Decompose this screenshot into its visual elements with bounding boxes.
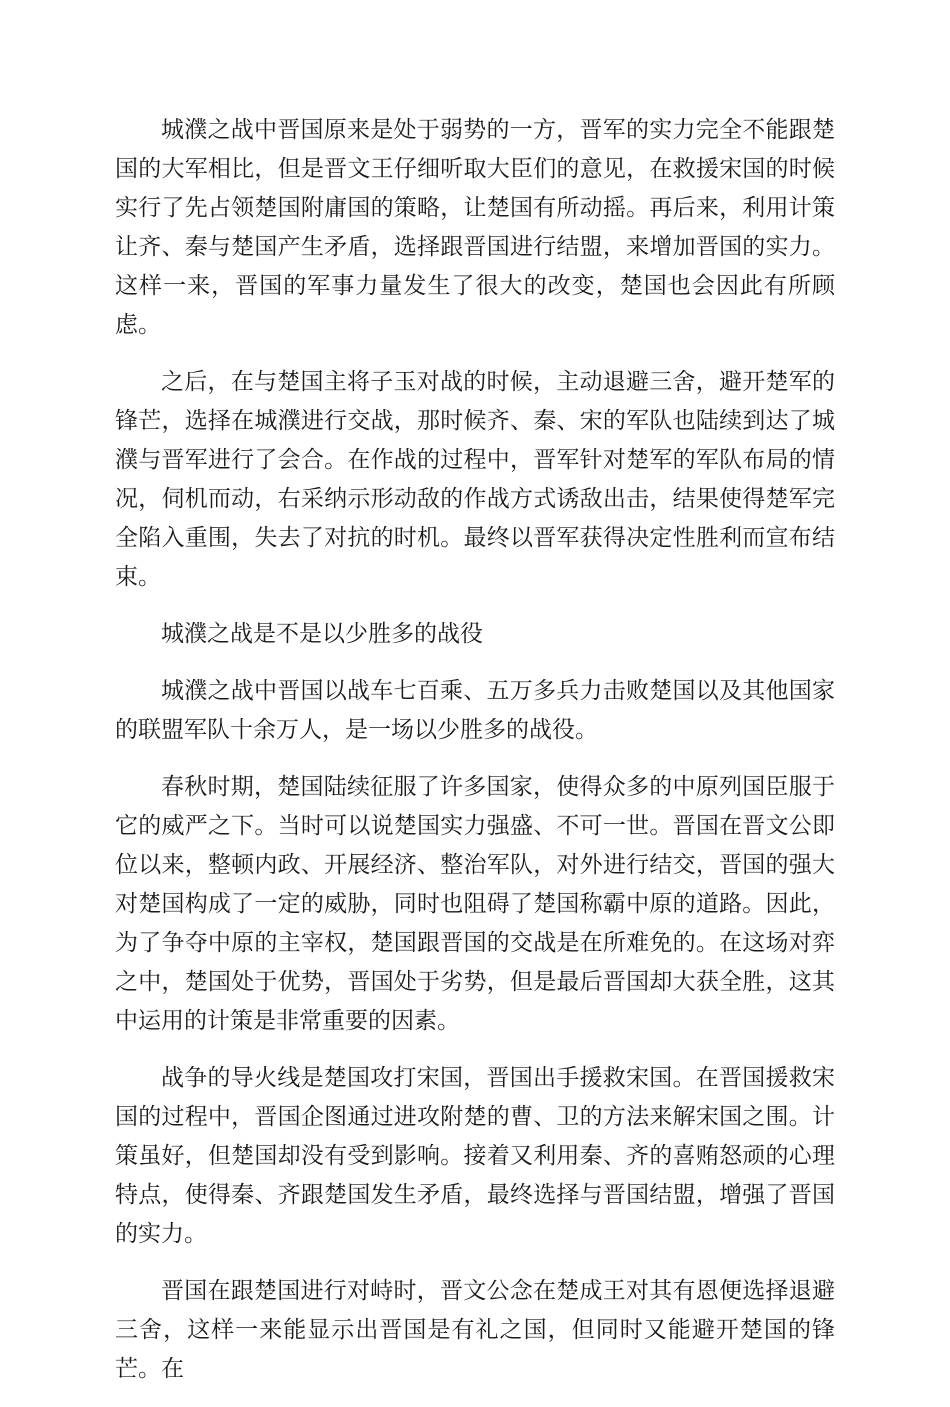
- paragraph: 晋国在跟楚国进行对峙时，晋文公念在楚成王对其有恩便选择退避三舍，这样一来能显示出晋国是有礼之国，但同时又能避开楚国的锋芒。在: [115, 1278, 835, 1382]
- document-body: [115, 111, 835, 1407]
- paragraph: 城濮之战中晋国以战车七百乘、五万多兵力击败楚国以及其他国家的联盟军队十余万人，是一场以少胜多的战役。: [115, 678, 835, 743]
- paragraph: 战争的导火线是楚国攻打宋国，晋国出手援救宋国。在晋国援救宋国的过程中，晋国企图通过进攻附楚的曹、卫的方法来解宋国之围。计策虽好，但楚国却没有受到影响。接着又利用秦、齐的喜贿怒顽的心理特点，使得秦、齐跟楚国发生矛盾，最终选择与晋国结盟，增强了晋国的实力。: [115, 1065, 835, 1247]
- paragraph: 之后，在与楚国主将子玉对战的时候，主动退避三舍，避开楚军的锋芒，选择在城濮进行交战，那时候齐、秦、宋的军队也陆续到达了城濮与晋军进行了会合。在作战的过程中，晋军针对楚军的军队布局的情况，伺机而动，右采纳示形动敌的作战方式诱敌出击，结果使得楚军完全陷入重围，失去了对抗的时机。最终以晋军获得决定性胜利而宣布结束。: [115, 369, 835, 590]
- section-heading: 城濮之战是不是以少胜多的战役: [161, 621, 483, 647]
- paragraph: 城濮之战中晋国原来是处于弱势的一方，晋军的实力完全不能跟楚国的大军相比，但是晋文王仔细听取大臣们的意见，在救援宋国的时候实行了先占领楚国附庸国的策略，让楚国有所动摇。再后来，利用计策让齐、秦与楚国产生矛盾，选择跟晋国进行结盟，来增加晋国的实力。这样一来，晋国的军事力量发生了很大的改变，楚国也会因此有所顾虑。: [115, 117, 835, 338]
- paragraph: 春秋时期，楚国陆续征服了许多国家，使得众多的中原列国臣服于它的威严之下。当时可以说楚国实力强盛、不可一世。晋国在晋文公即位以来，整顿内政、开展经济、整治军队，对外进行结交，晋国的强大对楚国构成了一定的威胁，同时也阻碍了楚国称霸中原的道路。因此，为了争夺中原的主宰权，楚国跟晋国的交战是在所难免的。在这场对弈之中，楚国处于优势，晋国处于劣势，但是最后晋国却大获全胜，这其中运用的计策是非常重要的因素。: [115, 774, 835, 1034]
